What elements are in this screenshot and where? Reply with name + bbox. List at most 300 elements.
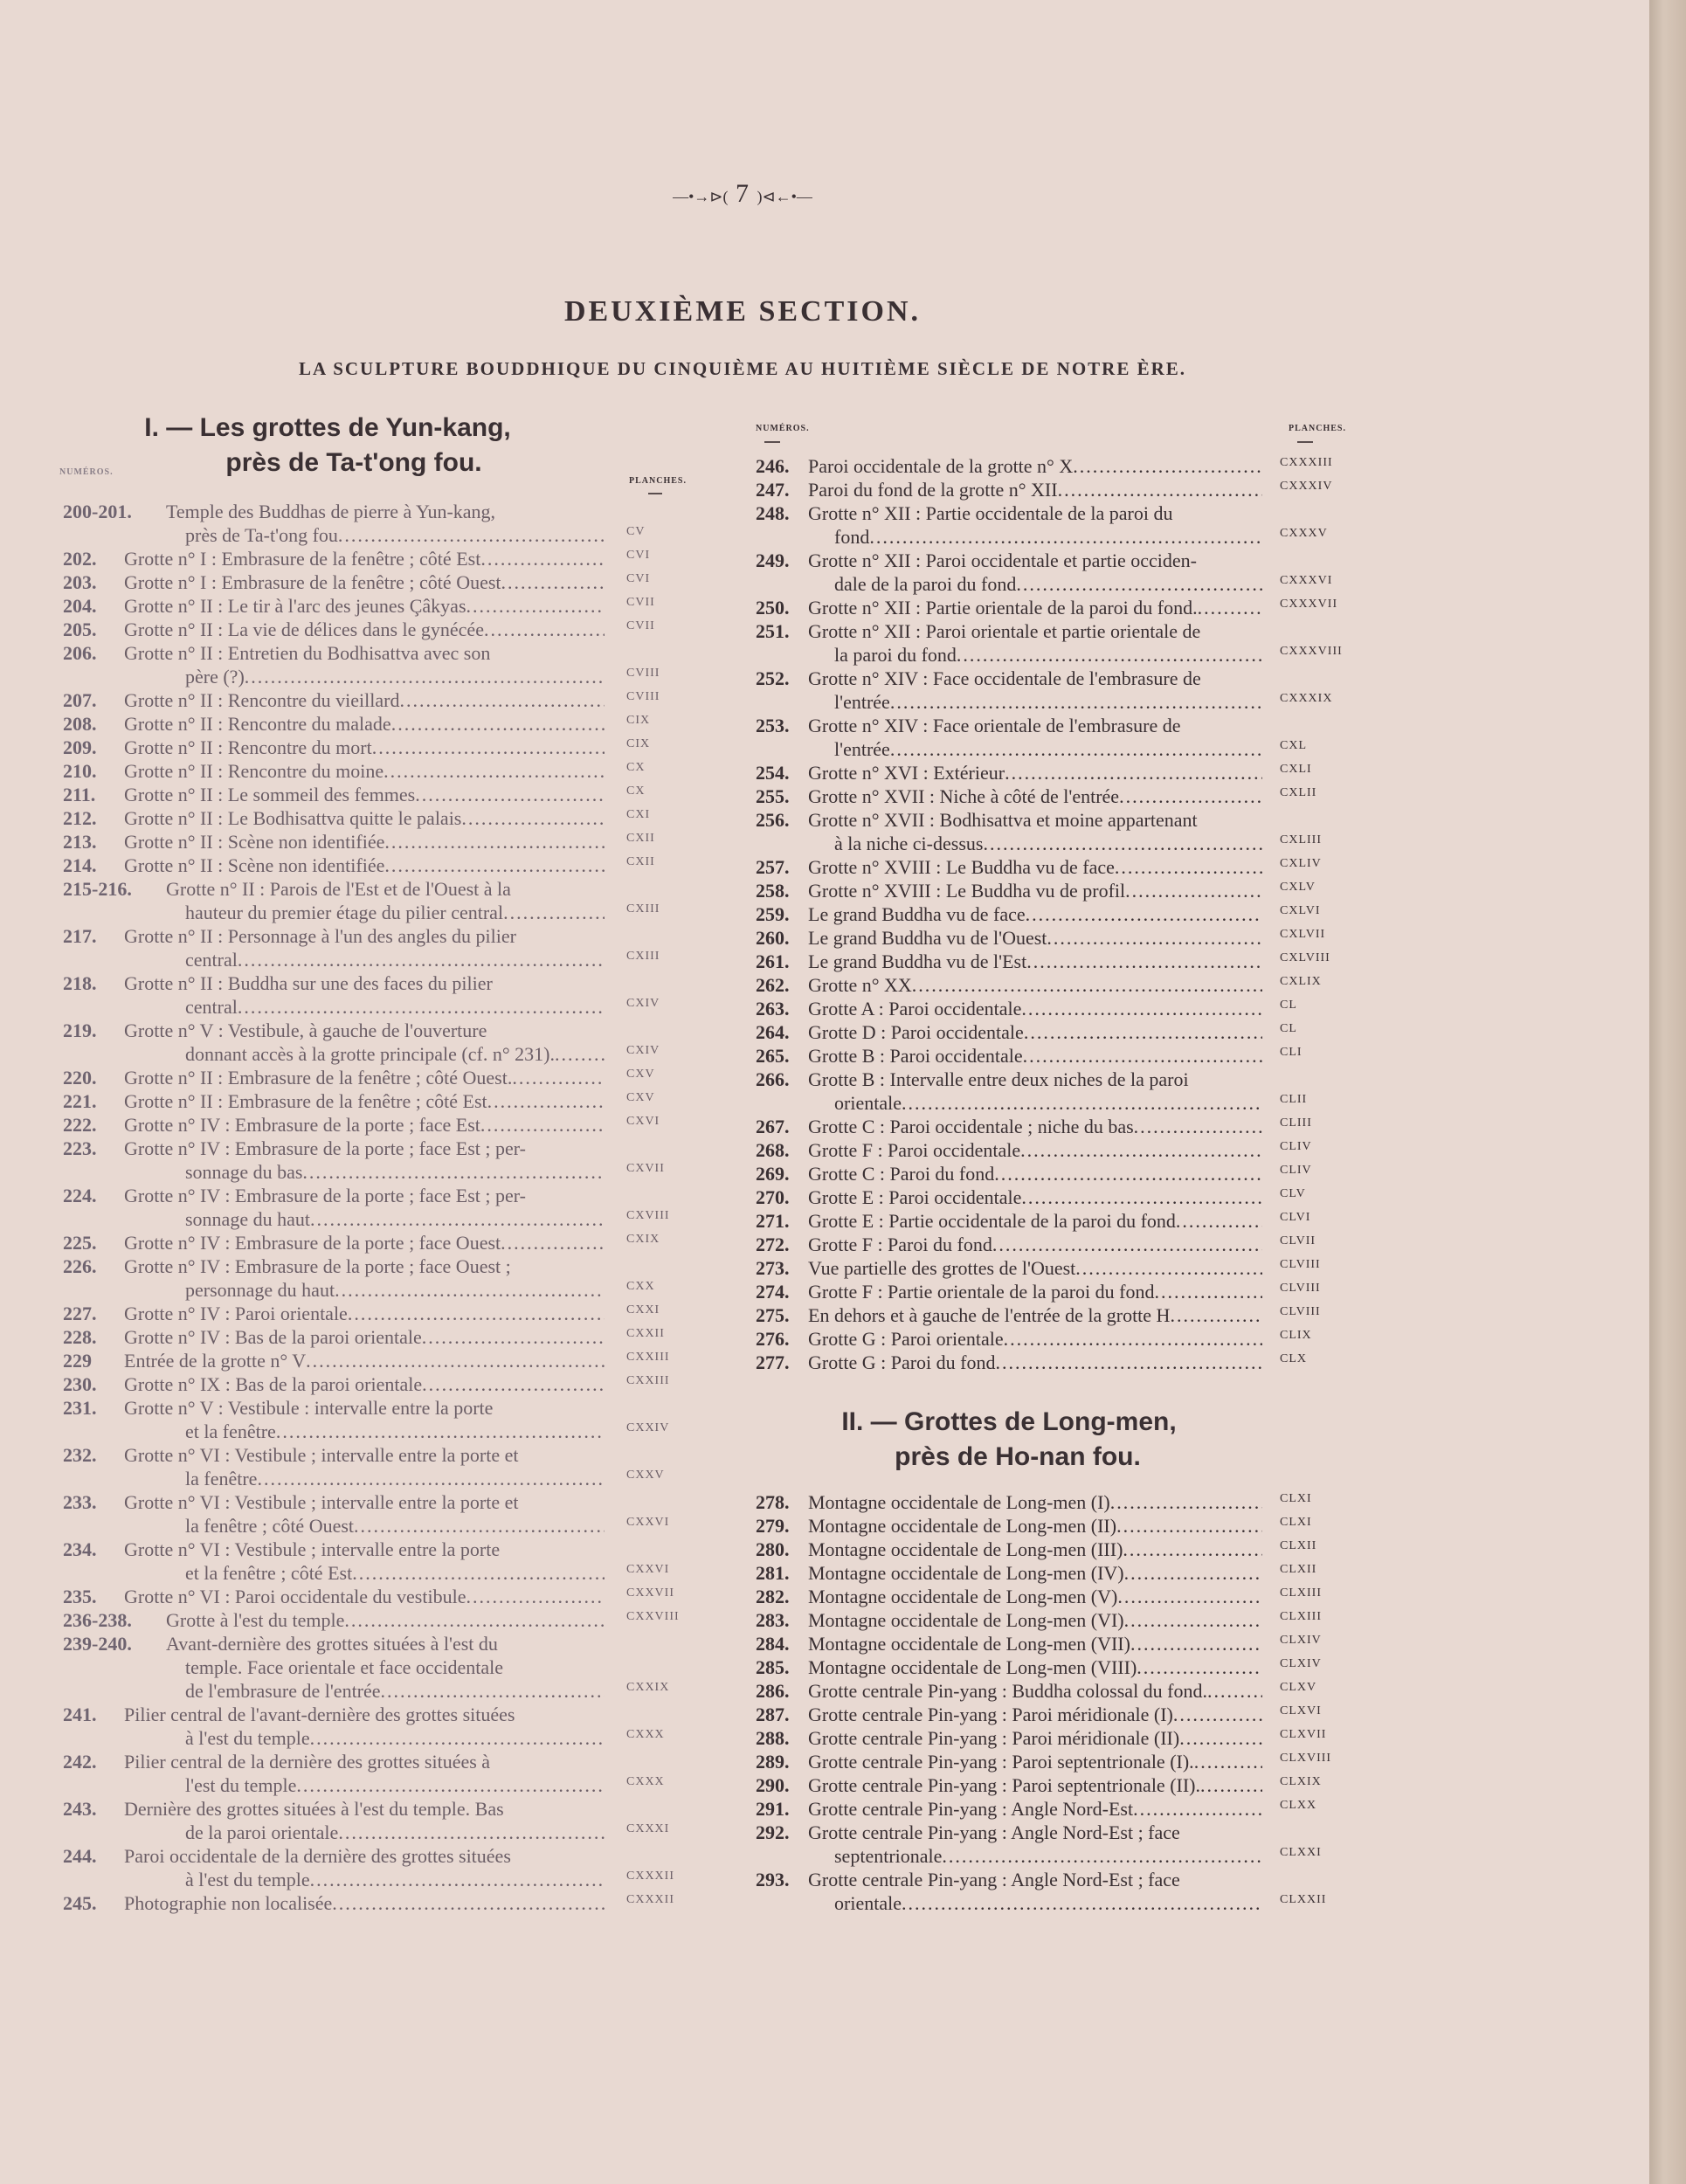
plate-number: CXXXVIII xyxy=(1280,645,1343,658)
entry-number: 281. xyxy=(756,1562,790,1584)
plate-number: CLXIX xyxy=(1280,1775,1322,1788)
entry-number: 224. xyxy=(63,1185,97,1206)
plate-number: CXVII xyxy=(626,1162,665,1175)
entry-text-line xyxy=(834,1844,1262,1868)
entry-text-line xyxy=(808,1679,1262,1703)
entry-text-line xyxy=(808,1585,1262,1608)
entry-text-line xyxy=(124,1349,605,1372)
entry-text: orientale xyxy=(834,1092,902,1114)
plate-number: CXV xyxy=(626,1068,655,1081)
index-entry xyxy=(63,1891,674,1915)
leader-dots xyxy=(332,1891,605,1915)
entry-text: père (?) xyxy=(185,666,245,688)
entry-number: 207. xyxy=(63,689,97,711)
leader-dots xyxy=(257,1467,605,1490)
entry-number: 254. xyxy=(756,762,790,784)
index-entry xyxy=(756,1726,1327,1750)
entry-text: Grotte centrale Pin-yang : Paroi méridionale (I) xyxy=(808,1704,1173,1725)
entry-number: 284. xyxy=(756,1633,790,1655)
plate-number: CXXXVII xyxy=(1280,598,1338,611)
index-entry xyxy=(756,1797,1317,1821)
entry-number: 276. xyxy=(756,1328,790,1350)
entry-number: 213. xyxy=(63,831,97,853)
leader-dots xyxy=(1137,1655,1262,1679)
plate-number: CLVI xyxy=(1280,1211,1311,1224)
entry-number: 279. xyxy=(756,1515,790,1537)
page-number xyxy=(0,179,1485,209)
entry-number: 288. xyxy=(756,1727,790,1749)
entry-text-line xyxy=(808,1115,1262,1138)
plate-number: CLVIII xyxy=(1280,1258,1321,1271)
index-entry xyxy=(756,1044,1303,1068)
entry-text: Grotte n° II : Rencontre du malade xyxy=(124,713,391,735)
entry-text-line xyxy=(124,1797,605,1821)
entry-number: 231. xyxy=(63,1397,97,1419)
plate-number: CVI xyxy=(626,549,651,562)
entry-number: 219. xyxy=(63,1019,97,1041)
index-entry xyxy=(63,783,646,806)
entry-number: 234. xyxy=(63,1538,97,1560)
index-entry xyxy=(63,641,660,688)
entry-text: Photographie non localisée xyxy=(124,1892,333,1914)
plate-number: CXXVII xyxy=(626,1586,674,1600)
index-entry xyxy=(63,830,655,854)
leader-dots xyxy=(1115,855,1262,879)
entry-number: 212. xyxy=(63,807,97,829)
leader-dots xyxy=(1170,1303,1262,1327)
plate-number: CLV xyxy=(1280,1187,1306,1200)
index-entry xyxy=(756,1632,1322,1655)
entry-text-line xyxy=(808,1327,1262,1351)
entry-text-line xyxy=(124,1019,605,1042)
entry-number: 227. xyxy=(63,1303,97,1324)
entry-text: à l'est du temple xyxy=(185,1869,310,1890)
index-entry xyxy=(756,879,1316,902)
entry-number: 232. xyxy=(63,1444,97,1466)
plate-number: CXLI xyxy=(1280,763,1312,776)
entry-text: Grotte n° II : Rencontre du mort xyxy=(124,736,372,758)
entry-text: Entrée de la grotte n° V xyxy=(124,1350,307,1372)
index-entry xyxy=(63,1302,660,1325)
index-entry xyxy=(63,971,660,1019)
index-entry xyxy=(756,1303,1321,1327)
entry-number: 218. xyxy=(63,972,97,994)
entry-text-line xyxy=(185,1278,605,1302)
plate-number: CXI xyxy=(626,808,651,821)
entry-number: 260. xyxy=(756,927,790,949)
part1-heading-line1: I. — Les grottes de Yun-kang, xyxy=(144,413,511,442)
leader-dots xyxy=(1021,997,1262,1020)
part1-heading-line2: près de Ta-t'ong fou. xyxy=(225,448,482,477)
entry-text-line xyxy=(808,1750,1262,1773)
entry-text-line xyxy=(834,832,1262,855)
entry-text-line xyxy=(124,1113,605,1137)
entry-text: Vue partielle des grottes de l'Ouest xyxy=(808,1257,1076,1279)
leader-dots xyxy=(296,1773,605,1797)
plate-number: CXL xyxy=(1280,739,1307,752)
entry-text: Pilier central de l'avant-dernière des grottes situées xyxy=(124,1704,515,1725)
entry-text: Grotte n° II : Parois de l'Est et de l'Ouest à la xyxy=(166,878,511,900)
entry-text-line xyxy=(808,478,1262,501)
entry-text-line xyxy=(808,1044,1262,1068)
plate-number: CXXX xyxy=(626,1775,665,1788)
leader-dots xyxy=(484,618,605,641)
index-entry xyxy=(756,950,1330,973)
index-entry xyxy=(63,1254,655,1302)
entry-number: 265. xyxy=(756,1045,790,1067)
left-numeros-label: NUMÉROS. xyxy=(59,467,114,477)
leader-dots xyxy=(1119,784,1262,808)
entry-number: 270. xyxy=(756,1186,790,1208)
entry-text-line xyxy=(124,830,605,854)
index-entry xyxy=(756,1185,1306,1209)
entry-text-line xyxy=(808,1797,1262,1821)
index-entry xyxy=(756,1233,1316,1256)
index-entry xyxy=(63,1184,670,1231)
leader-dots xyxy=(1194,1750,1262,1773)
entry-text-line xyxy=(124,924,605,948)
entry-text-line xyxy=(185,1514,605,1538)
entry-text: En dehors et à gauche de l'entrée de la grotte H xyxy=(808,1304,1171,1326)
leader-dots xyxy=(381,1679,605,1703)
plate-number: CLXII xyxy=(1280,1539,1317,1552)
entry-text: Grotte n° II : Rencontre du vieillard xyxy=(124,689,400,711)
plate-number: CLVIII xyxy=(1280,1282,1321,1295)
entry-text: à l'est du temple xyxy=(185,1727,310,1749)
leader-dots xyxy=(1124,1561,1262,1585)
entry-text-line xyxy=(124,806,605,830)
entry-text-line xyxy=(834,1891,1262,1915)
leader-dots xyxy=(422,1372,605,1396)
plate-number: CXLII xyxy=(1280,786,1317,799)
part2-heading-line2: près de Ho-nan fou. xyxy=(895,1442,1141,1471)
entry-text: à la niche ci-dessus xyxy=(834,833,984,854)
entry-text-line xyxy=(124,1396,605,1420)
plate-number: CXX xyxy=(626,1280,655,1293)
entry-text-line xyxy=(166,1632,605,1655)
entry-text: Grotte n° XVIII : Le Buddha vu de profil xyxy=(808,880,1126,902)
entry-number: 277. xyxy=(756,1351,790,1373)
entry-text: et la fenêtre ; côté Est xyxy=(185,1562,353,1584)
plate-number: CLIV xyxy=(1280,1164,1312,1177)
index-entry xyxy=(756,1585,1322,1608)
entry-text: Grotte n° II : Entretien du Bodhisattva avec son xyxy=(124,642,491,664)
entry-text: Grotte n° IV : Paroi orientale xyxy=(124,1303,348,1324)
plate-number: CLXIV xyxy=(1280,1657,1322,1670)
entry-text: Dernière des grottes situées à l'est du temple. Bas xyxy=(124,1798,504,1820)
index-entry xyxy=(756,1538,1317,1561)
entry-number: 274. xyxy=(756,1281,790,1303)
entry-text-line xyxy=(808,1538,1262,1561)
entry-text: Grotte n° IV : Embrasure de la porte ; face Est ; per- xyxy=(124,1185,527,1206)
entry-text: temple. Face orientale et face occidentale xyxy=(185,1656,504,1678)
entry-number: 203. xyxy=(63,571,97,593)
entry-text: hauteur du premier étage du pilier central xyxy=(185,902,504,923)
index-entry xyxy=(63,547,651,570)
plate-number: CLXIII xyxy=(1280,1586,1322,1600)
entry-text: Grotte centrale Pin-yang : Paroi septentrionale (II). xyxy=(808,1774,1201,1796)
entry-number: 253. xyxy=(756,715,790,736)
right-index-column xyxy=(756,454,1343,1374)
plate-number: CXXIII xyxy=(626,1374,670,1387)
entry-text: Montagne occidentale de Long-men (I) xyxy=(808,1491,1110,1513)
entry-number: 282. xyxy=(756,1586,790,1607)
entry-text-line xyxy=(124,1302,605,1325)
entry-number: 221. xyxy=(63,1090,97,1112)
leader-dots xyxy=(983,832,1262,855)
entry-text-line xyxy=(166,500,605,523)
entry-text: Grotte n° XIV : Face orientale de l'embrasure de xyxy=(808,715,1181,736)
entry-text: Grotte C : Paroi du fond xyxy=(808,1163,995,1185)
left-planches-dash xyxy=(648,493,662,494)
entry-number: 200-201. xyxy=(63,501,132,522)
index-entry xyxy=(756,1020,1297,1044)
page-edge xyxy=(1649,0,1686,2184)
part2-heading-line1: II. — Grottes de Long-men, xyxy=(841,1407,1177,1436)
index-entry xyxy=(756,902,1321,926)
index-entry xyxy=(63,1325,665,1349)
entry-number: 239-240. xyxy=(63,1633,132,1655)
entry-number: 273. xyxy=(756,1257,790,1279)
index-entry xyxy=(63,1137,665,1184)
entry-text-line xyxy=(124,736,605,759)
plate-number: CXXX xyxy=(626,1728,665,1741)
part2-heading xyxy=(799,1405,1219,1475)
entry-text: Grotte D : Paroi occidentale xyxy=(808,1021,1024,1043)
entry-number: 257. xyxy=(756,856,790,878)
entry-text: l'est du temple xyxy=(185,1774,297,1796)
entry-text-line xyxy=(834,737,1262,761)
entry-text-line xyxy=(808,855,1262,879)
entry-text-line xyxy=(834,572,1262,596)
leader-dots xyxy=(1116,1514,1262,1538)
entry-text-line xyxy=(124,1844,605,1868)
entry-text-line xyxy=(185,1207,605,1231)
plate-number: CXVI xyxy=(626,1115,660,1128)
entry-text: Grotte n° XVII : Niche à côté de l'entrée xyxy=(808,785,1120,807)
entry-text-line xyxy=(124,971,605,995)
entry-text-line xyxy=(808,1490,1262,1514)
entry-number: 247. xyxy=(756,479,790,501)
entry-text: et la fenêtre xyxy=(185,1420,276,1442)
entry-text: la fenêtre ; côté Ouest xyxy=(185,1515,355,1537)
entry-text: Grotte n° II : Buddha sur une des faces du pilier xyxy=(124,972,493,994)
plate-number: CVII xyxy=(626,596,655,609)
leader-dots xyxy=(335,1278,605,1302)
entry-number: 275. xyxy=(756,1304,790,1326)
leader-dots xyxy=(902,1091,1262,1115)
entry-text-line xyxy=(808,997,1262,1020)
index-entry xyxy=(63,924,660,971)
leader-dots xyxy=(1004,1327,1262,1351)
entry-text: Grotte n° IV : Embrasure de la porte ; face Est ; per- xyxy=(124,1137,527,1159)
entry-text-line xyxy=(808,501,1262,525)
plate-number: CXXVI xyxy=(626,1563,670,1576)
entry-text: Grotte n° IV : Embrasure de la porte ; face Ouest xyxy=(124,1232,501,1254)
index-entry xyxy=(756,1162,1312,1185)
entry-text-line xyxy=(185,665,605,688)
index-entry xyxy=(756,501,1328,549)
entry-number: 205. xyxy=(63,619,97,640)
entry-text-line xyxy=(185,1655,605,1679)
entry-number: 289. xyxy=(756,1751,790,1773)
index-entry xyxy=(63,1066,655,1089)
index-entry xyxy=(63,500,646,547)
index-entry xyxy=(756,1750,1332,1773)
index-entry xyxy=(756,808,1322,855)
entry-text: Grotte n° I : Embrasure de la fenêtre ; côté Est xyxy=(124,548,481,570)
entry-text: personnage du haut xyxy=(185,1279,335,1301)
entry-text: Grotte B : Paroi occidentale xyxy=(808,1045,1023,1067)
entry-text: Le grand Buddha vu de l'Est xyxy=(808,950,1027,972)
entry-text: Grotte centrale Pin-yang : Paroi méridionale (II) xyxy=(808,1727,1180,1749)
leader-dots xyxy=(399,688,605,712)
entry-number: 230. xyxy=(63,1373,97,1395)
index-entry xyxy=(63,594,655,618)
left-index-column xyxy=(63,500,680,1915)
entry-text: Grotte centrale Pin-yang : Angle Nord-Est ; face xyxy=(808,1869,1180,1890)
entry-text: Montagne occidentale de Long-men (VI) xyxy=(808,1609,1124,1631)
index-entry xyxy=(63,759,646,783)
entry-text: Paroi occidentale de la grotte n° X xyxy=(808,455,1074,477)
plate-number: CXIX xyxy=(626,1233,660,1246)
entry-text: Montagne occidentale de Long-men (IV) xyxy=(808,1562,1124,1584)
plate-number: CXXII xyxy=(626,1327,665,1340)
entry-text-line xyxy=(124,1750,605,1773)
part1-heading xyxy=(131,411,524,480)
index-entry xyxy=(756,619,1343,667)
leader-dots xyxy=(480,547,605,570)
leader-dots xyxy=(384,854,605,877)
entry-number: 285. xyxy=(756,1656,790,1678)
index-entry xyxy=(63,1538,670,1585)
leader-dots xyxy=(1026,902,1262,926)
entry-text: Grotte n° II : Le tir à l'arc des jeunes Çâkyas xyxy=(124,595,466,617)
right-planches-label: PLANCHES. xyxy=(1289,424,1346,433)
leader-dots xyxy=(310,1868,605,1891)
index-entry xyxy=(756,1068,1308,1115)
plate-number: CLXXI xyxy=(1280,1846,1322,1859)
index-entry xyxy=(756,1561,1317,1585)
entry-number: 242. xyxy=(63,1751,97,1773)
entry-text: l'entrée xyxy=(834,738,890,760)
plate-number: CLXXII xyxy=(1280,1893,1327,1906)
entry-text: Grotte A : Paroi occidentale xyxy=(808,998,1022,1019)
entry-text-line xyxy=(185,995,605,1019)
entry-text-line xyxy=(808,1185,1262,1209)
entry-text-line xyxy=(808,1209,1262,1233)
index-entry xyxy=(63,1443,665,1490)
plate-number: CXXXIV xyxy=(1280,480,1333,493)
plate-number: CXXXV xyxy=(1280,527,1328,540)
entry-text: Grotte n° XVI : Extérieur xyxy=(808,762,1005,784)
entry-text-line xyxy=(808,879,1262,902)
leader-dots xyxy=(501,570,605,594)
plate-number: CLI xyxy=(1280,1046,1303,1059)
entry-text: l'entrée xyxy=(834,691,890,713)
entry-text-line xyxy=(185,948,605,971)
entry-text: Grotte n° VI : Paroi occidentale du vestibule xyxy=(124,1586,466,1607)
index-entry xyxy=(756,667,1333,714)
plate-number: CXLIV xyxy=(1280,857,1322,870)
plate-number: CXLVI xyxy=(1280,904,1321,917)
entry-number: 225. xyxy=(63,1232,97,1254)
plate-number: CXIII xyxy=(626,950,660,963)
index-entry xyxy=(63,1089,655,1113)
index-entry xyxy=(756,761,1312,784)
leader-dots xyxy=(890,737,1262,761)
index-entry xyxy=(63,712,651,736)
leader-dots xyxy=(461,806,605,830)
entry-text-line xyxy=(185,1042,605,1066)
entry-text: central xyxy=(185,996,238,1018)
entry-text-line xyxy=(808,902,1262,926)
leader-dots xyxy=(1073,454,1262,478)
entry-number: 251. xyxy=(756,620,790,642)
page-ornament-right: )⊲←•— xyxy=(757,188,812,205)
entry-text-line xyxy=(124,712,605,736)
leader-dots xyxy=(503,901,605,924)
entry-text: Grotte centrale Pin-yang : Paroi septentrionale (I). xyxy=(808,1751,1194,1773)
entry-text-line xyxy=(808,1514,1262,1538)
plate-number: CXXV xyxy=(626,1469,665,1482)
index-entry xyxy=(63,1349,670,1372)
index-entry xyxy=(63,618,655,641)
entry-text-line xyxy=(808,667,1262,690)
plate-number: CLIII xyxy=(1280,1116,1312,1130)
plate-number: CLVIII xyxy=(1280,1305,1321,1318)
entry-number: 255. xyxy=(756,785,790,807)
entry-text: Grotte F : Paroi occidentale xyxy=(808,1139,1021,1161)
index-entry xyxy=(63,1019,660,1066)
leader-dots xyxy=(992,1233,1262,1256)
plate-number: CL xyxy=(1280,999,1297,1012)
index-entry xyxy=(756,1608,1322,1632)
entry-text-line xyxy=(808,596,1262,619)
entry-text: dale de la paroi du fond xyxy=(834,573,1017,595)
entry-text: Grotte n° VI : Vestibule ; intervalle entre la porte xyxy=(124,1538,501,1560)
plate-number: CIX xyxy=(626,737,651,750)
entry-text-line xyxy=(124,1254,605,1278)
index-entry xyxy=(63,736,651,759)
plate-number: CLXIII xyxy=(1280,1610,1322,1623)
leader-dots xyxy=(1005,761,1262,784)
leader-dots xyxy=(1124,1608,1262,1632)
leader-dots xyxy=(1123,1538,1262,1561)
leader-dots xyxy=(995,1351,1262,1374)
entry-text-line xyxy=(808,784,1262,808)
entry-number: 210. xyxy=(63,760,97,782)
plate-number: CXXXVI xyxy=(1280,574,1333,587)
entry-text-line xyxy=(808,1726,1262,1750)
plate-number: CXLVIII xyxy=(1280,951,1330,964)
entry-text: Grotte n° VI : Vestibule ; intervalle entre la porte et xyxy=(124,1491,519,1513)
entry-text: central xyxy=(185,949,238,971)
plate-number: CXLV xyxy=(1280,881,1316,894)
entry-text: Grotte n° II : Embrasure de la fenêtre ; côté Ouest. xyxy=(124,1067,513,1089)
leader-dots xyxy=(1173,1703,1262,1726)
entry-text-line xyxy=(185,523,605,547)
index-entry xyxy=(756,596,1338,619)
entry-number: 217. xyxy=(63,925,97,947)
entry-text-line xyxy=(808,1233,1262,1256)
entry-text-line xyxy=(834,690,1262,714)
entry-text-line xyxy=(124,1585,605,1608)
entry-number: 249. xyxy=(756,549,790,571)
leader-dots xyxy=(310,1207,605,1231)
entry-text: Grotte n° VI : Vestibule ; intervalle entre la porte et xyxy=(124,1444,519,1466)
leader-dots xyxy=(1021,1185,1262,1209)
